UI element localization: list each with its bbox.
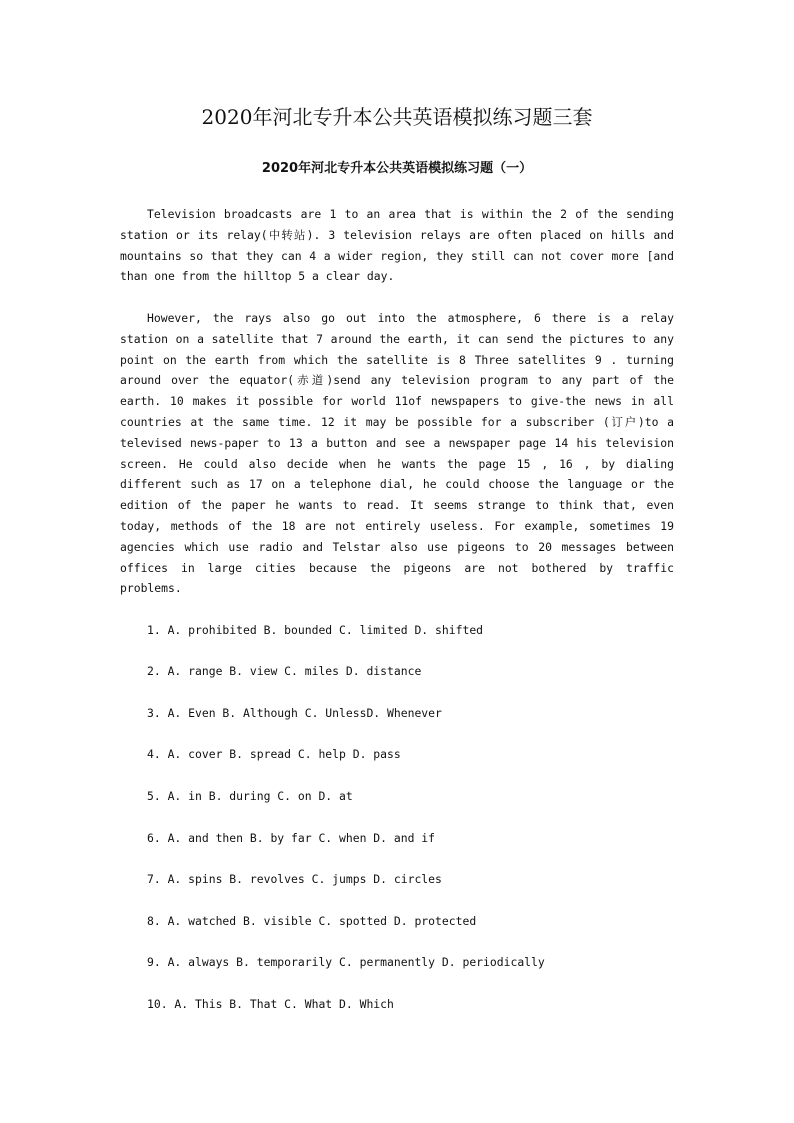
question-item-9: 9. A. always B. temporarily C. permanently D. periodically bbox=[147, 955, 545, 969]
question-item-10: 10. A. This B. That C. What D. Which bbox=[147, 997, 394, 1011]
question-item-6: 6. A. and then B. by far C. when D. and if bbox=[147, 831, 436, 845]
question-item-2: 2. A. range B. view C. miles D. distance bbox=[147, 664, 422, 678]
question-item-5: 5. A. in B. during C. on D. at bbox=[147, 789, 353, 803]
question-item-3: 3. A. Even B. Although C. UnlessD. Whenever bbox=[147, 706, 442, 720]
passage-paragraph-1: Television broadcasts are 1 to an area that is within the 2 of the sending station or its relay(中转站). 3 television relays are often placed on hills and mountains so that they can 4 a wider region, they still can not cover more [and than one from the hilltop 5 a clear day. bbox=[120, 207, 674, 284]
page-title: 2020年河北专升本公共英语模拟练习题三套 bbox=[201, 105, 593, 129]
question-item-4: 4. A. cover B. spread C. help D. pass bbox=[147, 747, 401, 761]
question-item-7: 7. A. spins B. revolves C. jumps D. circles bbox=[147, 872, 442, 886]
section-title: 2020年河北专升本公共英语模拟练习题（一） bbox=[261, 161, 533, 176]
question-item-8: 8. A. watched B. visible C. spotted D. protected bbox=[147, 914, 477, 928]
passage-paragraph-2: However, the rays also go out into the atmosphere, 6 there is a relay station on a satellite that 7 around the earth, it can send the pictures to any point on the earth from which the satellite is 8 Three satellites 9 . turning around over the equator(赤道)send any television program to any part of the earth. 10 makes it possible for world 11of newspapers to give-the news in all countries at the same time. 12 it may be possible for a subscriber (订户)to a televised news-paper to 13 a button and see a newspaper page 14 his television screen. He could also decide when he wants the page 15 , 16 , by dialing different such as 17 on a telephone dial, he could choose the language or the edition of the paper he wants to read. It seems strange to think that, even today, methods of the 18 are not entirely useless. For example, sometimes 19 agencies which use radio and Telstar also use pigeons to 20 messages between offices in large cities because the pigeons are not bothered by traffic problems. bbox=[120, 311, 674, 596]
question-item-1: 1. A. prohibited B. bounded C. limited D. shifted bbox=[147, 623, 484, 637]
